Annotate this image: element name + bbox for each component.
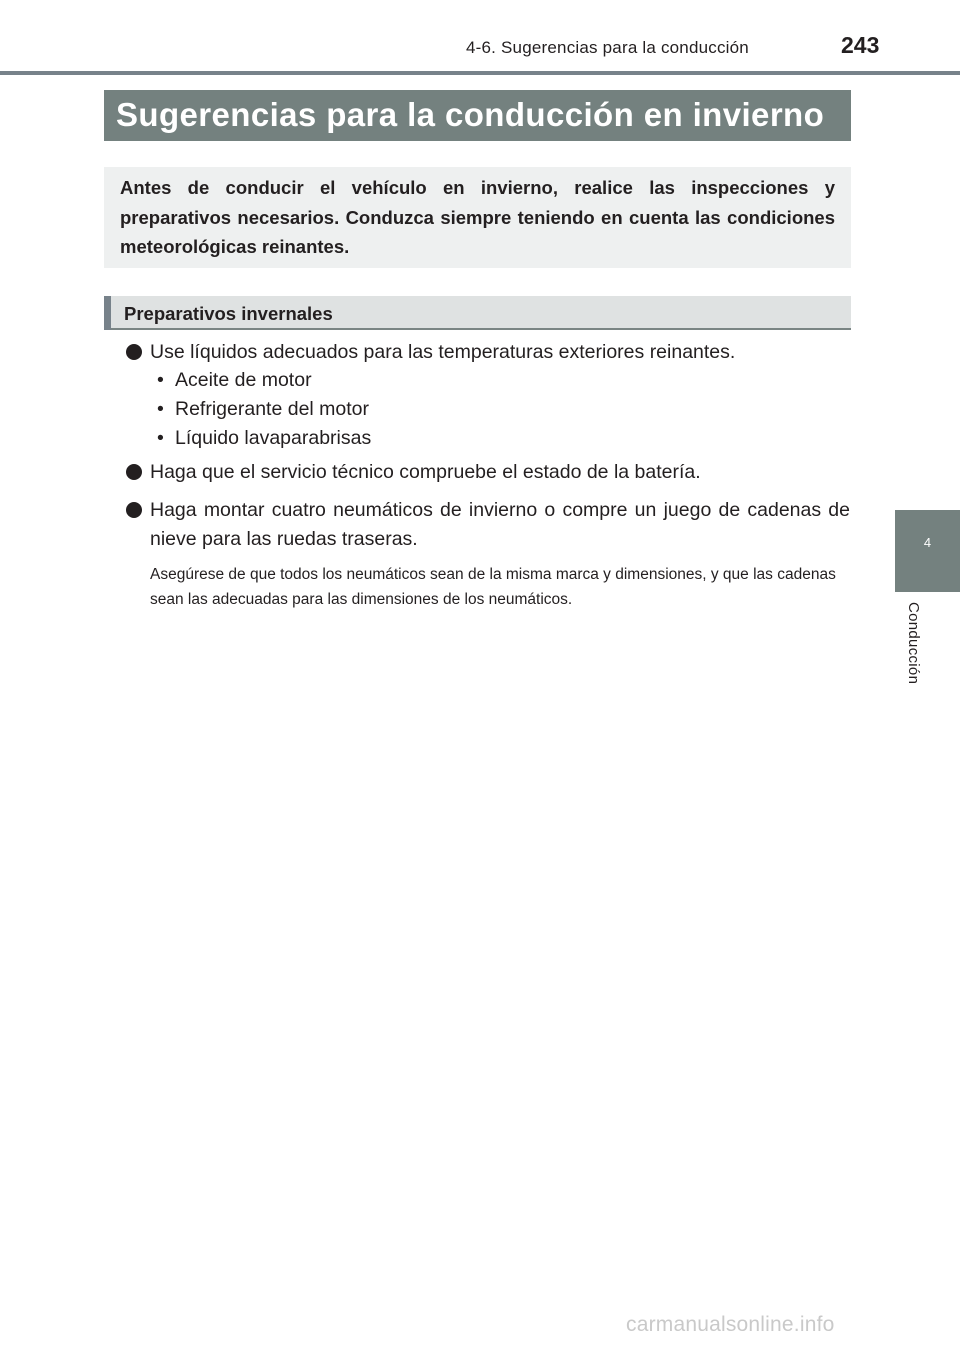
page-number: 243 [841,32,880,58]
bullet-dot [126,344,142,360]
header-divider [0,71,960,75]
sub-bullet-dot: • [157,398,164,420]
chapter-number: 4 [923,535,932,550]
page-title: Sugerencias para la conducción en invierno [116,96,825,133]
bullet-text: Haga montar cuatro neumáticos de invierno o compre un juego de cadenas de nieve para las ruedas traseras. [150,499,850,550]
bullet-dot [126,464,142,480]
bullet-item [150,338,850,367]
note-text: Asegúrese de que todos los neumáticos sean de la misma marca y dimensiones, y que las cadenas sean las adecuadas para las dimensiones de los neumáticos. [150,566,836,608]
sub-item-text: Líquido lavaparabrisas [175,427,372,449]
intro-text: Antes de conducir el vehículo en invierno, realice las inspecciones y preparativos necesarios. Conduzca siempre teniendo en cuenta las condiciones meteorológicas reinantes. [120,177,835,257]
bullet-text: Haga que el servicio técnico compruebe el estado de la batería. [150,461,701,483]
chapter-label-text: Conducción [905,602,922,685]
page-title-bar [104,90,851,141]
section-heading-accent [104,296,111,330]
bullet-item [150,458,850,487]
bullet-text: Use líquidos adecuados para las temperaturas exteriores reinantes. [150,341,736,363]
chapter-tab [895,510,960,592]
bullet-item [150,496,850,554]
section-heading: Preparativos invernales [124,303,333,324]
sub-list-item [157,427,371,450]
sub-item-text: Refrigerante del motor [175,398,370,420]
sub-bullet-dot: • [157,427,164,449]
section-heading-bar [104,296,851,330]
bullet-dot [126,502,142,518]
sub-bullet-dot: • [157,369,164,391]
intro-box [104,167,851,268]
watermark: carmanualsonline.info [626,1313,835,1336]
sub-item-text: Aceite de motor [175,369,312,391]
running-header-section: 4-6. Sugerencias para la conducción [466,38,749,57]
chapter-label [905,602,925,702]
sub-list-item [157,369,312,392]
sub-list-item [157,398,369,421]
